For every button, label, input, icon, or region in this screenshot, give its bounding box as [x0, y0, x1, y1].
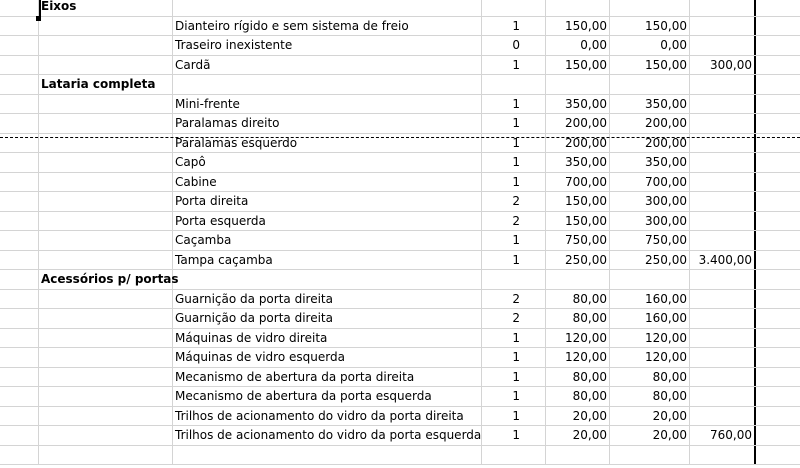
quantity-cell[interactable]: 1 [482, 231, 546, 250]
row-cell-a[interactable] [0, 290, 39, 309]
empty-cell[interactable] [0, 446, 39, 465]
row-cell-a[interactable] [0, 75, 39, 94]
item-description-cell[interactable]: Trilhos de acionamento do vidro da porta esquerda [173, 426, 482, 445]
empty-cell[interactable] [39, 95, 173, 114]
quantity-cell[interactable]: 1 [482, 95, 546, 114]
empty-cell[interactable] [610, 446, 690, 465]
line-total-cell[interactable]: 120,00 [610, 348, 690, 367]
empty-cell[interactable] [482, 0, 546, 16]
empty-cell[interactable] [756, 407, 800, 426]
table-row [0, 95, 800, 115]
unit-price-cell[interactable]: 20,00 [546, 407, 610, 426]
empty-cell[interactable] [39, 231, 173, 250]
table-row [0, 192, 800, 212]
unit-price-cell[interactable]: 20,00 [546, 426, 610, 445]
empty-cell[interactable] [756, 36, 800, 55]
section-subtotal-cell[interactable] [690, 153, 756, 172]
section-subtotal-cell[interactable] [690, 192, 756, 211]
empty-cell[interactable] [756, 95, 800, 114]
row-cell-a[interactable] [0, 231, 39, 250]
row-cell-a[interactable] [0, 212, 39, 231]
table-row [0, 36, 800, 56]
item-description-cell[interactable]: Mecanismo de abertura da porta esquerda [173, 387, 482, 406]
empty-cell[interactable] [39, 173, 173, 192]
empty-cell[interactable] [756, 212, 800, 231]
table-row [0, 114, 800, 134]
empty-cell[interactable] [756, 270, 800, 289]
empty-cell[interactable] [756, 251, 800, 270]
quantity-cell[interactable]: 1 [482, 329, 546, 348]
line-total-cell[interactable]: 750,00 [610, 231, 690, 250]
empty-cell[interactable] [482, 270, 546, 289]
section-subtotal-cell[interactable] [690, 407, 756, 426]
empty-cell[interactable] [756, 446, 800, 465]
table-row [0, 173, 800, 193]
table-row [0, 17, 800, 37]
table-row [0, 387, 800, 407]
quantity-cell[interactable]: 1 [482, 56, 546, 75]
unit-price-cell[interactable]: 0,00 [546, 36, 610, 55]
section-subtotal-cell[interactable] [690, 212, 756, 231]
quantity-cell[interactable]: 2 [482, 290, 546, 309]
section-title-cell[interactable]: Eixos [39, 0, 173, 16]
item-description-cell[interactable]: Guarnição da porta direita [173, 309, 482, 328]
section-subtotal-cell[interactable] [690, 231, 756, 250]
section-title-cell[interactable]: Lataria completa [39, 75, 173, 94]
row-cell-a[interactable] [0, 114, 39, 133]
section-subtotal-cell[interactable] [690, 95, 756, 114]
row-cell-a[interactable] [0, 270, 39, 289]
row-cell-a[interactable] [0, 426, 39, 445]
line-total-cell[interactable]: 20,00 [610, 407, 690, 426]
unit-price-cell[interactable]: 150,00 [546, 56, 610, 75]
unit-price-cell[interactable]: 150,00 [546, 192, 610, 211]
row-cell-a[interactable] [0, 251, 39, 270]
section-header-row [0, 75, 800, 95]
item-description-cell[interactable]: Mini-frente [173, 95, 482, 114]
unit-price-cell[interactable]: 750,00 [546, 231, 610, 250]
row-cell-a[interactable] [0, 36, 39, 55]
unit-price-cell[interactable]: 80,00 [546, 368, 610, 387]
item-description-cell[interactable]: Cabine [173, 173, 482, 192]
line-total-cell[interactable]: 160,00 [610, 290, 690, 309]
empty-cell[interactable] [482, 446, 546, 465]
quantity-cell[interactable]: 1 [482, 387, 546, 406]
empty-cell[interactable] [39, 192, 173, 211]
line-total-cell[interactable]: 150,00 [610, 56, 690, 75]
section-subtotal-cell[interactable] [690, 309, 756, 328]
item-description-cell[interactable]: Guarnição da porta direita [173, 290, 482, 309]
empty-cell[interactable] [39, 446, 173, 465]
table-row [0, 153, 800, 173]
line-total-cell[interactable]: 120,00 [610, 329, 690, 348]
section-subtotal-cell[interactable] [690, 387, 756, 406]
empty-cell[interactable] [610, 0, 690, 16]
row-cell-a[interactable] [0, 95, 39, 114]
empty-cell[interactable] [756, 192, 800, 211]
unit-price-cell[interactable]: 150,00 [546, 212, 610, 231]
empty-cell[interactable] [756, 56, 800, 75]
table-row [0, 329, 800, 349]
item-description-cell[interactable]: Mecanismo de abertura da porta direita [173, 368, 482, 387]
table-row [0, 56, 800, 76]
empty-cell[interactable] [173, 0, 482, 16]
section-subtotal-cell[interactable] [690, 329, 756, 348]
row-cell-a[interactable] [0, 368, 39, 387]
table-row [0, 231, 800, 251]
empty-cell[interactable] [39, 36, 173, 55]
empty-cell[interactable] [482, 75, 546, 94]
row-cell-a[interactable] [0, 153, 39, 172]
line-total-cell[interactable]: 20,00 [610, 426, 690, 445]
section-subtotal-cell[interactable] [690, 114, 756, 133]
empty-cell[interactable] [39, 368, 173, 387]
empty-cell[interactable] [546, 446, 610, 465]
item-description-cell[interactable]: Cardã [173, 56, 482, 75]
item-description-cell[interactable]: Paralamas direito [173, 114, 482, 133]
unit-price-cell[interactable]: 120,00 [546, 348, 610, 367]
empty-cell[interactable] [690, 75, 756, 94]
item-description-cell[interactable]: Porta direita [173, 192, 482, 211]
item-description-cell[interactable]: Caçamba [173, 231, 482, 250]
table-row [0, 368, 800, 388]
empty-cell[interactable] [39, 426, 173, 445]
line-total-cell[interactable]: 200,00 [610, 134, 690, 153]
item-description-cell[interactable]: Traseiro inexistente [173, 36, 482, 55]
item-description-cell[interactable]: Capô [173, 153, 482, 172]
row-cell-a[interactable] [0, 173, 39, 192]
item-description-cell[interactable]: Paralamas esquerdo [173, 134, 482, 153]
row-cell-a[interactable] [0, 0, 39, 16]
row-cell-a[interactable] [0, 56, 39, 75]
unit-price-cell[interactable]: 120,00 [546, 329, 610, 348]
unit-price-cell[interactable]: 200,00 [546, 134, 610, 153]
empty-cell[interactable] [39, 329, 173, 348]
unit-price-cell[interactable]: 350,00 [546, 95, 610, 114]
line-total-cell[interactable]: 350,00 [610, 153, 690, 172]
empty-cell[interactable] [756, 426, 800, 445]
empty-cell[interactable] [756, 75, 800, 94]
section-subtotal-cell[interactable]: 3.400,00 [690, 251, 756, 270]
quantity-cell[interactable]: 1 [482, 368, 546, 387]
item-description-cell[interactable]: Dianteiro rígido e sem sistema de freio [173, 17, 482, 36]
line-total-cell[interactable]: 150,00 [610, 17, 690, 36]
row-cell-a[interactable] [0, 407, 39, 426]
table-row [0, 348, 800, 368]
table-row [0, 290, 800, 310]
empty-cell[interactable] [756, 114, 800, 133]
line-total-cell[interactable]: 160,00 [610, 309, 690, 328]
section-subtotal-cell[interactable]: 760,00 [690, 426, 756, 445]
empty-cell[interactable] [610, 75, 690, 94]
empty-cell[interactable] [39, 56, 173, 75]
empty-cell[interactable] [756, 348, 800, 367]
empty-cell[interactable] [756, 329, 800, 348]
table-row [0, 407, 800, 427]
quantity-cell[interactable]: 1 [482, 153, 546, 172]
line-total-cell[interactable]: 200,00 [610, 114, 690, 133]
empty-cell[interactable] [39, 407, 173, 426]
unit-price-cell[interactable]: 200,00 [546, 114, 610, 133]
table-row [0, 309, 800, 329]
unit-price-cell[interactable]: 700,00 [546, 173, 610, 192]
item-description-cell[interactable]: Máquinas de vidro direita [173, 329, 482, 348]
empty-cell[interactable] [690, 270, 756, 289]
row-cell-a[interactable] [0, 329, 39, 348]
line-total-cell[interactable]: 80,00 [610, 368, 690, 387]
item-description-cell[interactable]: Máquinas de vidro esquerda [173, 348, 482, 367]
unit-price-cell[interactable]: 350,00 [546, 153, 610, 172]
empty-cell[interactable] [173, 75, 482, 94]
line-total-cell[interactable]: 300,00 [610, 192, 690, 211]
row-cell-a[interactable] [0, 17, 39, 36]
line-total-cell[interactable]: 700,00 [610, 173, 690, 192]
empty-cell[interactable] [756, 0, 800, 16]
line-total-cell[interactable]: 0,00 [610, 36, 690, 55]
row-cell-a[interactable] [0, 309, 39, 328]
unit-price-cell[interactable]: 150,00 [546, 17, 610, 36]
empty-cell[interactable] [39, 251, 173, 270]
quantity-cell[interactable]: 2 [482, 309, 546, 328]
unit-price-cell[interactable]: 80,00 [546, 309, 610, 328]
section-subtotal-cell[interactable] [690, 36, 756, 55]
table-row [0, 426, 800, 446]
unit-price-cell[interactable]: 80,00 [546, 387, 610, 406]
section-header-row [0, 0, 800, 17]
empty-cell[interactable] [690, 0, 756, 16]
section-subtotal-cell[interactable]: 300,00 [690, 56, 756, 75]
quantity-cell[interactable]: 1 [482, 17, 546, 36]
empty-cell[interactable] [39, 153, 173, 172]
quantity-cell[interactable]: 0 [482, 36, 546, 55]
empty-cell[interactable] [39, 290, 173, 309]
empty-cell[interactable] [39, 114, 173, 133]
empty-cell[interactable] [756, 153, 800, 172]
quantity-cell[interactable]: 1 [482, 251, 546, 270]
unit-price-cell[interactable]: 250,00 [546, 251, 610, 270]
item-description-cell[interactable]: Trilhos de acionamento do vidro da porta direita [173, 407, 482, 426]
empty-cell[interactable] [756, 309, 800, 328]
page-break-line [0, 137, 800, 138]
line-total-cell[interactable]: 250,00 [610, 251, 690, 270]
line-total-cell[interactable]: 350,00 [610, 95, 690, 114]
empty-cell[interactable] [39, 212, 173, 231]
quantity-cell[interactable]: 1 [482, 114, 546, 133]
empty-cell[interactable] [39, 387, 173, 406]
quantity-cell[interactable]: 1 [482, 348, 546, 367]
empty-cell[interactable] [39, 348, 173, 367]
empty-cell[interactable] [546, 0, 610, 16]
section-subtotal-cell[interactable] [690, 173, 756, 192]
item-description-cell[interactable]: Porta esquerda [173, 212, 482, 231]
empty-cell[interactable] [173, 270, 482, 289]
section-subtotal-cell[interactable] [690, 17, 756, 36]
section-title-cell[interactable]: Acessórios p/ portas [39, 270, 173, 289]
quantity-cell[interactable]: 1 [482, 134, 546, 153]
empty-cell[interactable] [39, 309, 173, 328]
item-description-cell[interactable]: Tampa caçamba [173, 251, 482, 270]
empty-cell[interactable] [546, 270, 610, 289]
table-row [0, 251, 800, 271]
quantity-cell[interactable]: 1 [482, 426, 546, 445]
unit-price-cell[interactable]: 80,00 [546, 290, 610, 309]
row-cell-a[interactable] [0, 387, 39, 406]
section-header-row [0, 270, 800, 290]
empty-cell[interactable] [546, 75, 610, 94]
empty-cell[interactable] [756, 231, 800, 250]
table-row [0, 212, 800, 232]
quantity-cell[interactable]: 2 [482, 212, 546, 231]
table-row [0, 446, 800, 466]
empty-cell[interactable] [173, 446, 482, 465]
empty-cell[interactable] [39, 17, 173, 36]
empty-cell[interactable] [756, 290, 800, 309]
quantity-cell[interactable]: 2 [482, 192, 546, 211]
row-cell-a[interactable] [0, 348, 39, 367]
section-subtotal-cell[interactable] [690, 290, 756, 309]
empty-cell[interactable] [756, 368, 800, 387]
empty-cell[interactable] [610, 270, 690, 289]
fill-handle[interactable] [36, 16, 41, 21]
line-total-cell[interactable]: 80,00 [610, 387, 690, 406]
quantity-cell[interactable]: 1 [482, 173, 546, 192]
empty-cell[interactable] [756, 387, 800, 406]
section-subtotal-cell[interactable] [690, 348, 756, 367]
quantity-cell[interactable]: 1 [482, 407, 546, 426]
empty-cell[interactable] [690, 446, 756, 465]
empty-cell[interactable] [756, 173, 800, 192]
row-cell-a[interactable] [0, 192, 39, 211]
line-total-cell[interactable]: 300,00 [610, 212, 690, 231]
section-subtotal-cell[interactable] [690, 368, 756, 387]
empty-cell[interactable] [756, 17, 800, 36]
